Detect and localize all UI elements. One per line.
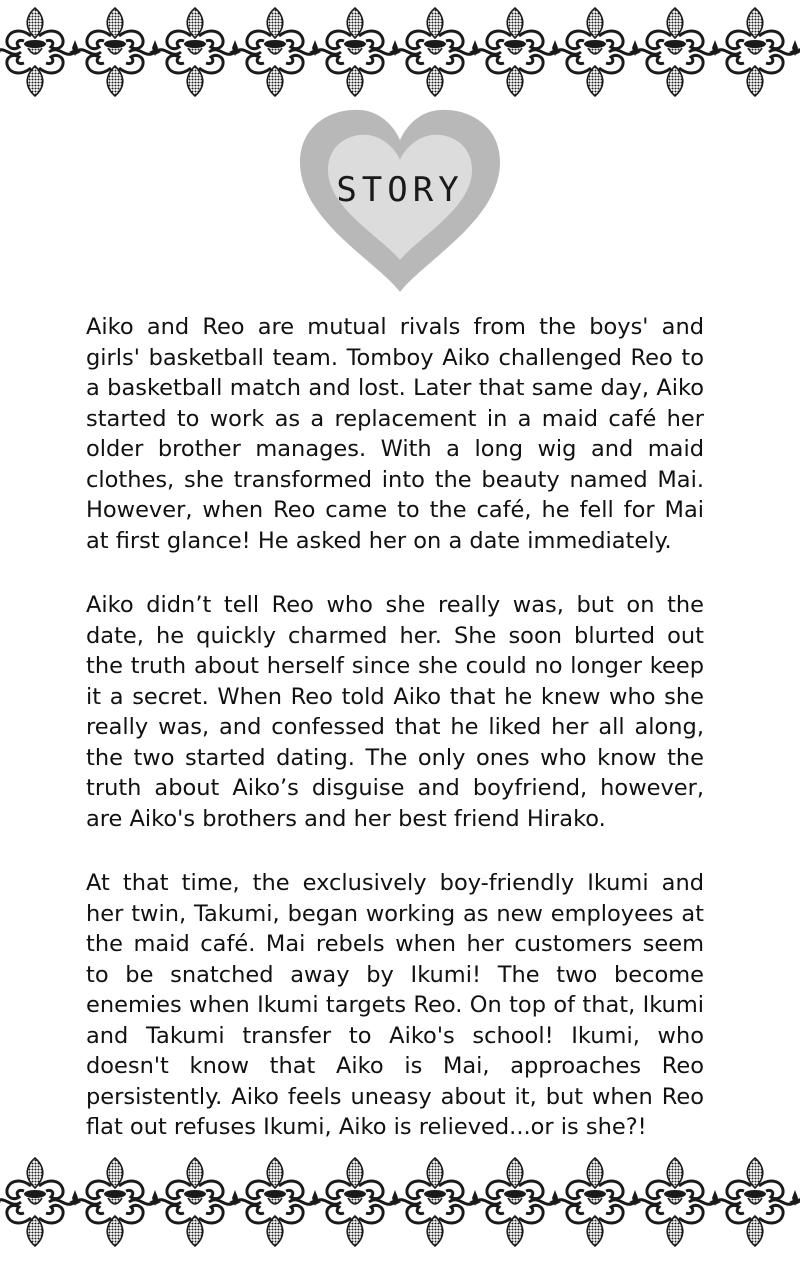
top-ornament-border (0, 0, 800, 110)
page-title: STORY (336, 170, 464, 210)
story-heart-badge (280, 100, 520, 300)
fleur-ornament-border-icon (0, 1150, 800, 1254)
fleur-ornament-border-icon (0, 0, 800, 104)
story-text (86, 312, 704, 1177)
story-paragraph-1: Aiko and Reo are mutual rivals from the boys' and girls' basketball team. Tomboy Aiko challenged Reo to a basketball match and lost. Later that same day, Aiko started to work as a replacement in a maid café her older brother manages. With a long wig and maid clothes, she transformed into the beauty named Mai. However, when Reo came to the café, he fell for Mai at first glance! He asked her on a date immediately. (86, 314, 704, 554)
story-paragraph-2: Aiko didn’t tell Reo who she really was, but on the date, he quickly charmed her. She soon blurted out the truth about herself since she could no longer keep it a secret. When Reo told Aiko that he knew who she really was, and confessed that he liked her all along, the two started dating. The only ones who know the truth about Aiko’s disguise and boyfriend, however, are Aiko's brothers and her best friend Hirako. (86, 592, 704, 832)
story-paragraph-3: At that time, the exclusively boy-friendly Ikumi and her twin, Takumi, began working as new employees at the maid café. Mai rebels when her customers seem to be snatched away by Ikumi! The two become enemies when Ikumi targets Reo. On top of that, Ikumi and Takumi transfer to Aiko's school! Ikumi, who doesn't know that Aiko is Mai, approaches Reo persistently. Aiko feels uneasy about it, but when Reo flat out refuses Ikumi, Aiko is relieved...or is she?! (86, 870, 704, 1140)
bottom-ornament-border (0, 1150, 800, 1260)
